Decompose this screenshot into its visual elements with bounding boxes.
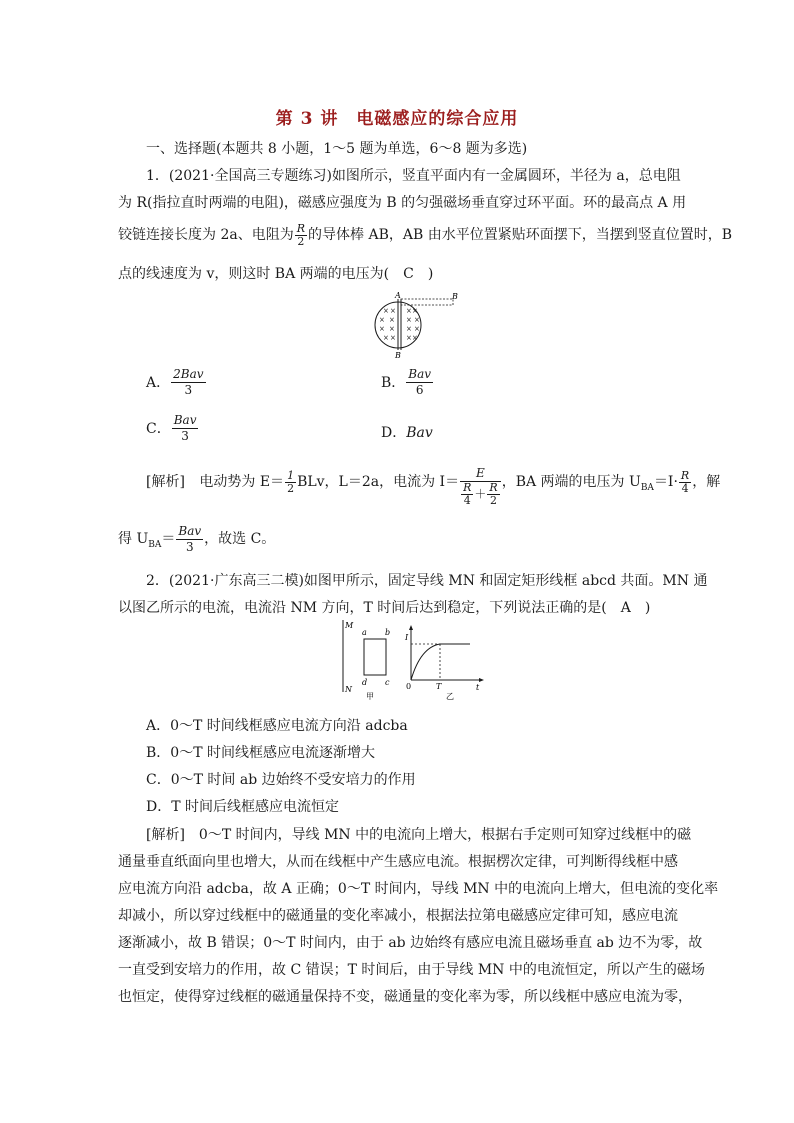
label-yi: 乙 [446,692,454,701]
q2-figure [336,618,496,703]
q1-option-c: C． $\frac{\text{Bav}}{3}$ [146,413,197,443]
svg-text:×: × [406,334,412,342]
q2-option-c: C．0～T 时间 ab 边始终不受安培力的作用 [146,772,416,788]
label-i: I [405,633,409,642]
label-jia: 甲 [366,692,374,701]
label-a: A [395,291,401,300]
q2-option-d: D．T 时间后线框感应电流恒定 [146,799,340,815]
svg-text:×: × [412,334,418,342]
svg-text:×: × [379,325,385,333]
q2-analysis-line-2: 通量垂直纸面向里也增大，从而在线框中产生感应电流。根据楞次定律，可判断得线框中感 [118,854,678,870]
lecture-number: 第 3 讲 [275,109,339,129]
svg-text:×: × [379,316,385,324]
q2-analysis-line-4: 却减小，所以穿过线框中的磁通量的变化率减小，根据法拉第电磁感应定律可知，感应电流 [118,908,678,924]
label-t-time: T [436,682,442,691]
q1-line-3: 铰链连接长度为 2a、电阻为 $\frac{R}{2}$ 的导体棒 AB，AB 由水平位置紧贴环面摆下，当摆到竖直位置时，B [118,221,732,248]
svg-text:×: × [414,325,420,333]
rod-ab-horizontal-dashed [401,299,453,305]
page-title [0,104,794,129]
svg-text:×: × [389,325,395,333]
section-heading: 一、选择题(本题共 8 小题，1～5 题为单选，6～8 题为多选) [146,141,528,157]
q1-line-2: 为 R(指拉直时两端的电阻)，磁感应强度为 B 的匀强磁场垂直穿过环平面。环的最高点 A 用 [118,195,687,211]
q1-line-1: 1．(2021·全国高三专题练习)如图所示，竖直平面内有一金属圆环，半径为 a，总电阻 [146,168,681,184]
frame-abcd [364,639,386,675]
svg-text:×: × [406,307,412,315]
label-m: M [345,621,354,630]
label-b-bottom: B [395,351,401,360]
lecture-topic: 电磁感应的综合应用 [356,109,519,129]
q2-line-2: 以图乙所示的电流，电流沿 NM 方向，T 时间后达到稳定，下列说法正确的是( A ) [118,600,651,616]
svg-text:×: × [390,307,396,315]
q1-fraction-r-over-2: $\frac{R}{2}$ [296,221,306,248]
label-n: N [345,685,352,694]
svg-text:×: × [383,334,389,342]
q2-analysis-line-3: 应电流方向沿 adcba，故 A 正确；0～T 时间内，导线 MN 中的电流向上增大，但电流的变化率 [118,881,719,897]
field-crosses [379,307,420,342]
label-t: t [476,683,480,692]
q1-analysis-line-2: 得 $U_{BA}=$ $\frac{\text{Bav}}{3}$ ，故选 C。 [118,523,276,554]
label-c: c [385,678,390,687]
label-d: d [362,678,368,687]
q2-analysis-line-7: 也恒定，使得穿过线框的磁通量保持不变，磁通量的变化率为零，所以线框中感应电流为零， [118,989,692,1005]
q1-line-4: 点的线速度为 v，则这时 BA 两端的电压为( C ) [118,266,434,282]
q1-analysis-line-1: [解析] 电动势为 E＝ $\frac{1}{2}$ BLv，L＝2a，电流为 I＝ E $\frac{R}{4}$ ＋ $\frac{R}{2}$ ，BA 两端的电压为 $U_{BA}=I\cdot$ $\frac{R}{4}$ ，解 [146,466,721,507]
current-curve [411,644,470,680]
q2-analysis-line-5: 逐渐减小，故 B 错误；0～T 时间内，由于 ab 边始终有感应电流且磁场垂直 ab 边不为零，故 [118,935,703,951]
svg-text:×: × [412,307,418,315]
svg-text:×: × [414,316,420,324]
q1-option-d: D．Bav [381,425,433,441]
analysis-tag: [解析] [146,474,185,490]
label-b-top: B [452,292,458,301]
q2-line-1: 2．(2021·广东高三二模)如图甲所示，固定导线 MN 和固定矩形线框 abcd 共面。MN 通 [146,573,708,589]
q1-ring-figure [362,290,462,360]
current-fraction: E $\frac{R}{4}$ ＋ $\frac{R}{2}$ [460,466,501,507]
svg-text:×: × [389,316,395,324]
q2-analysis-line-1: [解析] 0～T 时间内，导线 MN 中的电流向上增大，根据右手定则可知穿过线框中的磁 [146,827,692,843]
svg-text:×: × [406,325,412,333]
q1-option-a: A． $\frac{\text{2Bav}}{3}$ [146,367,204,397]
label-b: b [385,628,391,637]
svg-text:×: × [390,334,396,342]
label-a: a [362,628,367,637]
svg-text:×: × [383,307,389,315]
svg-text:×: × [406,316,412,324]
q1-option-b: B． $\frac{\text{Bav}}{6}$ [381,367,432,397]
q2-analysis-line-6: 一直受到安培力的作用，故 C 错误；T 时间后，由于导线 MN 中的电流恒定，所以产生的磁场 [118,962,705,978]
q2-option-b: B．0～T 时间线框感应电流逐渐增大 [146,745,375,761]
q2-option-a: A．0～T 时间线框感应电流方向沿 adcba [146,718,408,734]
label-origin: 0 [406,682,412,691]
